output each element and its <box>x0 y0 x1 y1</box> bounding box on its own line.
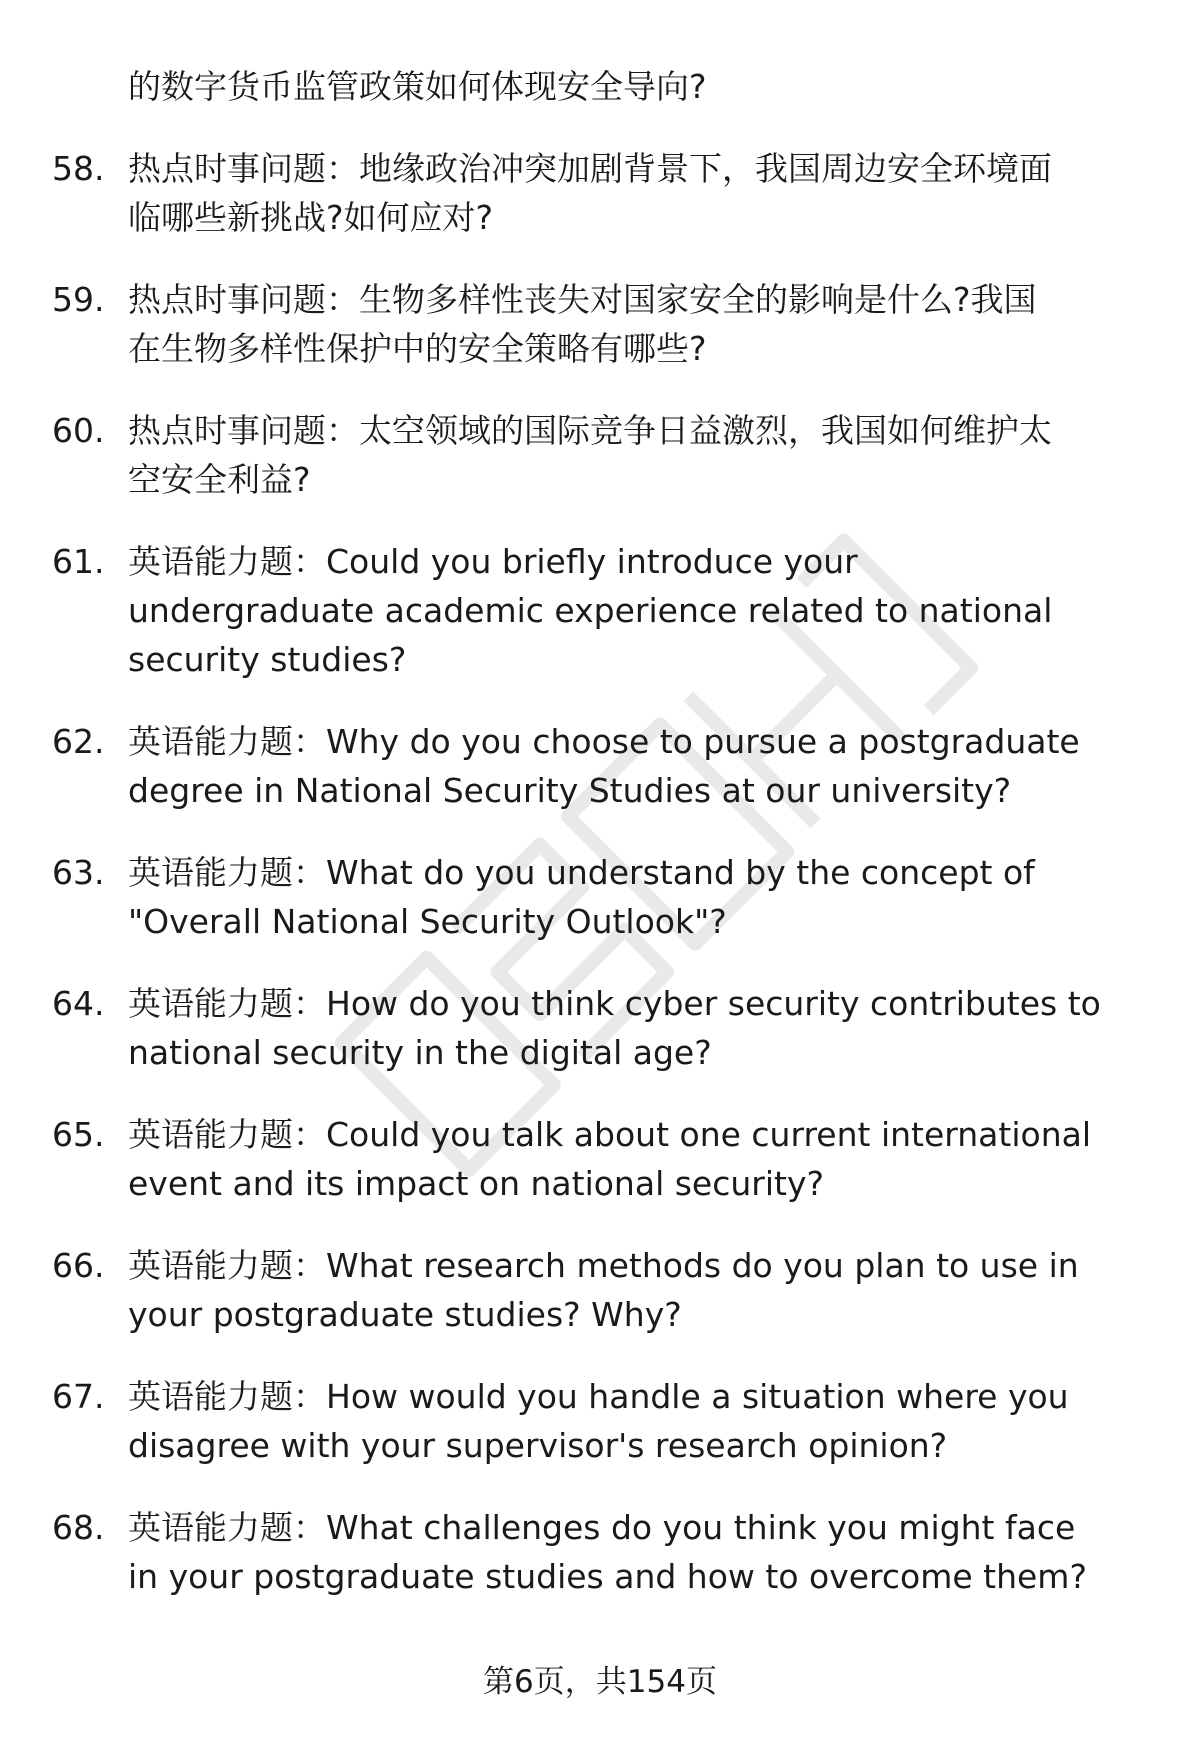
question-number: 65. <box>52 1115 105 1154</box>
question-number: 64. <box>52 984 105 1023</box>
page-number-footer: 第6页，共154页 <box>483 1664 717 1700</box>
question-item <box>0 1241 1200 1339</box>
question-number: 66. <box>52 1246 105 1285</box>
question-number: 67. <box>52 1377 105 1416</box>
question-item <box>0 1110 1200 1208</box>
question-number: 63. <box>52 853 105 892</box>
question-text: 英语能力题：How would you handle a situation where you disagree with your supervisor's research opinion? <box>128 1377 1069 1465</box>
question-number: 62. <box>52 722 105 761</box>
question-item <box>0 848 1200 946</box>
question-text: 热点时事问题：太空领域的国际竞争日益激烈，我国如何维护太 空安全利益? <box>128 411 1052 499</box>
question-text: 英语能力题：Could you briefly introduce your undergraduate academic experience related to national security studies? <box>128 542 1053 679</box>
question-item <box>0 979 1200 1077</box>
question-item <box>0 717 1200 815</box>
continued-question-text: 的数字货币监管政策如何体现安全导向? <box>128 67 707 106</box>
question-item <box>0 537 1200 684</box>
question-number: 61. <box>52 542 105 581</box>
question-item <box>0 275 1200 373</box>
question-text: 热点时事问题：生物多样性丧失对国家安全的影响是什么?我国 在生物多样性保护中的安全策略有哪些? <box>128 280 1037 368</box>
question-text: 英语能力题：Could you talk about one current international event and its impact on national security? <box>128 1115 1091 1203</box>
question-list <box>0 144 1200 1601</box>
question-text: 热点时事问题：地缘政治冲突加剧背景下，我国周边安全环境面 临哪些新挑战?如何应对? <box>128 149 1052 237</box>
question-item <box>0 1503 1200 1601</box>
question-item <box>0 144 1200 242</box>
question-content <box>0 62 1200 1601</box>
question-item <box>0 406 1200 504</box>
question-text: 英语能力题：How do you think cyber security contributes to national security in the digital age? <box>128 984 1101 1072</box>
question-item <box>0 1372 1200 1470</box>
question-text: 英语能力题：What challenges do you think you might face in your postgraduate studies and how to overcome them? <box>128 1508 1087 1596</box>
question-text: 英语能力题：What research methods do you plan to use in your postgraduate studies? Why? <box>128 1246 1079 1334</box>
question-number: 60. <box>52 411 105 450</box>
question-text: 英语能力题：What do you understand by the concept of "Overall National Security Outlook"? <box>128 853 1035 941</box>
question-number: 68. <box>52 1508 105 1547</box>
question-text: 英语能力题：Why do you choose to pursue a postgraduate degree in National Security Studies at our university? <box>128 722 1080 810</box>
question-number: 59. <box>52 280 105 319</box>
question-number: 58. <box>52 149 105 188</box>
